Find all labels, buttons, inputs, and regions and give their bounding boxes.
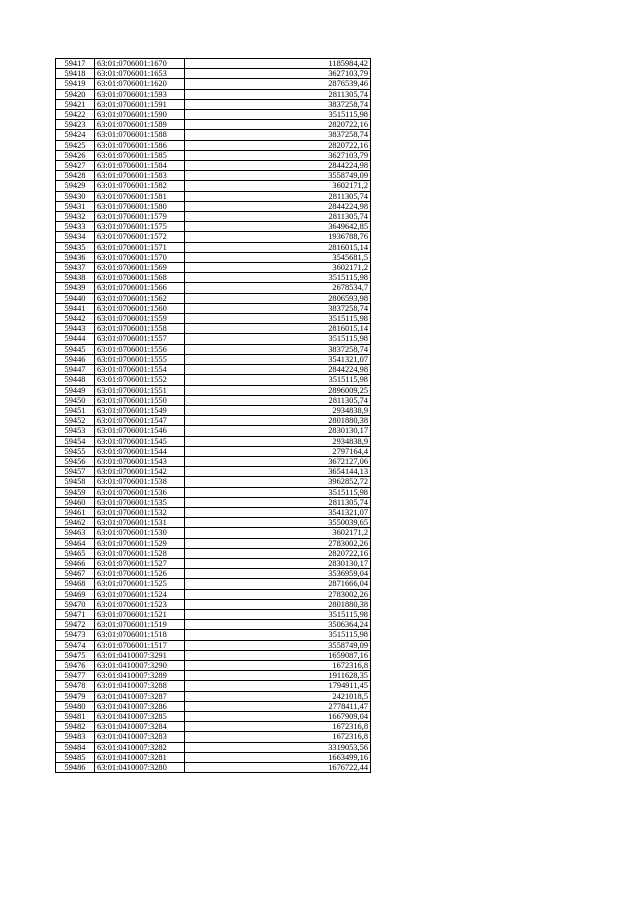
- row-number-cell: 59482: [56, 722, 95, 732]
- value-cell: 2783002,26: [185, 538, 371, 548]
- cadastral-number-cell: 63:01:0706001:1549: [95, 405, 185, 415]
- value-cell: 2806593,98: [185, 293, 371, 303]
- cadastral-number-cell: 63:01:0706001:1568: [95, 273, 185, 283]
- row-number-cell: 59450: [56, 395, 95, 405]
- cadastral-number-cell: 63:01:0410007:3283: [95, 732, 185, 742]
- table-row: [56, 385, 371, 395]
- cadastral-number-cell: 63:01:0706001:1529: [95, 538, 185, 548]
- table-row: [56, 660, 371, 670]
- cadastral-number-cell: 63:01:0706001:1580: [95, 201, 185, 211]
- cadastral-number-cell: 63:01:0706001:1570: [95, 252, 185, 262]
- row-number-cell: 59475: [56, 650, 95, 660]
- table-row: [56, 314, 371, 324]
- cadastral-number-cell: 63:01:0410007:3281: [95, 752, 185, 762]
- table-row: [56, 569, 371, 579]
- row-number-cell: 59460: [56, 497, 95, 507]
- table-row: [56, 201, 371, 211]
- cadastral-number-cell: 63:01:0706001:1585: [95, 150, 185, 160]
- table-row: [56, 589, 371, 599]
- value-cell: 2820722,16: [185, 548, 371, 558]
- cadastral-number-cell: 63:01:0706001:1524: [95, 589, 185, 599]
- value-cell: 1672316,8: [185, 732, 371, 742]
- table-row: [56, 671, 371, 681]
- row-number-cell: 59476: [56, 660, 95, 670]
- cadastral-number-cell: 63:01:0706001:1538: [95, 477, 185, 487]
- table-row: [56, 375, 371, 385]
- table-row: [56, 283, 371, 293]
- cadastral-number-cell: 63:01:0410007:3286: [95, 701, 185, 711]
- table-row: [56, 324, 371, 334]
- table-row: [56, 303, 371, 313]
- value-cell: 1672316,8: [185, 722, 371, 732]
- cadastral-number-cell: 63:01:0706001:1551: [95, 385, 185, 395]
- cadastral-number-cell: 63:01:0706001:1562: [95, 293, 185, 303]
- cadastral-number-cell: 63:01:0706001:1517: [95, 640, 185, 650]
- row-number-cell: 59454: [56, 436, 95, 446]
- row-number-cell: 59462: [56, 518, 95, 528]
- value-cell: 3602171,2: [185, 528, 371, 538]
- table-row: [56, 191, 371, 201]
- table-row: [56, 110, 371, 120]
- value-cell: 1659087,16: [185, 650, 371, 660]
- table-row: [56, 140, 371, 150]
- cadastral-number-cell: 63:01:0706001:1535: [95, 497, 185, 507]
- row-number-cell: 59468: [56, 579, 95, 589]
- cadastral-number-cell: 63:01:0706001:1653: [95, 69, 185, 79]
- cadastral-number-cell: 63:01:0706001:1586: [95, 140, 185, 150]
- table-row: [56, 456, 371, 466]
- value-cell: 3515115,98: [185, 110, 371, 120]
- value-cell: 2844224,98: [185, 201, 371, 211]
- value-cell: 2934838,9: [185, 436, 371, 446]
- cadastral-number-cell: 63:01:0706001:1543: [95, 456, 185, 466]
- cadastral-number-cell: 63:01:0706001:1527: [95, 558, 185, 568]
- table-row: [56, 263, 371, 273]
- row-number-cell: 59437: [56, 263, 95, 273]
- table-row: [56, 722, 371, 732]
- table-row: [56, 701, 371, 711]
- row-number-cell: 59461: [56, 507, 95, 517]
- value-cell: 2830130,17: [185, 426, 371, 436]
- row-number-cell: 59456: [56, 456, 95, 466]
- row-number-cell: 59430: [56, 191, 95, 201]
- row-number-cell: 59457: [56, 467, 95, 477]
- table-row: [56, 579, 371, 589]
- value-cell: 1936788,76: [185, 232, 371, 242]
- table-row: [56, 507, 371, 517]
- row-number-cell: 59459: [56, 487, 95, 497]
- cadastral-number-cell: 63:01:0410007:3289: [95, 671, 185, 681]
- value-cell: 3541321,07: [185, 507, 371, 517]
- table-row: [56, 467, 371, 477]
- cadastral-number-cell: 63:01:0706001:1556: [95, 344, 185, 354]
- cadastral-number-cell: 63:01:0706001:1547: [95, 416, 185, 426]
- table-row: [56, 120, 371, 130]
- table-row: [56, 712, 371, 722]
- row-number-cell: 59426: [56, 150, 95, 160]
- value-cell: 3558749,09: [185, 640, 371, 650]
- value-cell: 3627103,79: [185, 150, 371, 160]
- row-number-cell: 59432: [56, 212, 95, 222]
- cadastral-number-cell: 63:01:0706001:1555: [95, 354, 185, 364]
- row-number-cell: 59429: [56, 181, 95, 191]
- value-cell: 1185984,42: [185, 59, 371, 69]
- table-row: [56, 742, 371, 752]
- cadastral-number-cell: 63:01:0410007:3284: [95, 722, 185, 732]
- table-row: [56, 620, 371, 630]
- row-number-cell: 59439: [56, 283, 95, 293]
- value-cell: 2811305,74: [185, 191, 371, 201]
- value-cell: 3672127,06: [185, 456, 371, 466]
- cadastral-number-cell: 63:01:0410007:3280: [95, 763, 185, 773]
- cadastral-number-cell: 63:01:0706001:1571: [95, 242, 185, 252]
- table-row: [56, 497, 371, 507]
- cadastral-number-cell: 63:01:0706001:1518: [95, 630, 185, 640]
- row-number-cell: 59484: [56, 742, 95, 752]
- table-row: [56, 681, 371, 691]
- data-table: [55, 58, 371, 773]
- row-number-cell: 59417: [56, 59, 95, 69]
- row-number-cell: 59463: [56, 528, 95, 538]
- row-number-cell: 59458: [56, 477, 95, 487]
- value-cell: 3649642,85: [185, 222, 371, 232]
- row-number-cell: 59445: [56, 344, 95, 354]
- value-cell: 1667909,04: [185, 712, 371, 722]
- row-number-cell: 59419: [56, 79, 95, 89]
- row-number-cell: 59452: [56, 416, 95, 426]
- cadastral-number-cell: 63:01:0706001:1530: [95, 528, 185, 538]
- value-cell: 2811305,74: [185, 89, 371, 99]
- table-row: [56, 752, 371, 762]
- cadastral-number-cell: 63:01:0706001:1545: [95, 436, 185, 446]
- row-number-cell: 59472: [56, 620, 95, 630]
- row-number-cell: 59425: [56, 140, 95, 150]
- cadastral-number-cell: 63:01:0706001:1620: [95, 79, 185, 89]
- cadastral-number-cell: 63:01:0706001:1546: [95, 426, 185, 436]
- value-cell: 3515115,98: [185, 609, 371, 619]
- table-row: [56, 59, 371, 69]
- value-cell: 3558749,09: [185, 171, 371, 181]
- table-row: [56, 630, 371, 640]
- cadastral-number-cell: 63:01:0706001:1588: [95, 130, 185, 140]
- value-cell: 3536959,04: [185, 569, 371, 579]
- table-row: [56, 130, 371, 140]
- cadastral-number-cell: 63:01:0706001:1569: [95, 263, 185, 273]
- value-cell: 1676722,44: [185, 763, 371, 773]
- value-cell: 2871666,04: [185, 579, 371, 589]
- table-row: [56, 538, 371, 548]
- value-cell: 2934838,9: [185, 405, 371, 415]
- row-number-cell: 59478: [56, 681, 95, 691]
- table-row: [56, 334, 371, 344]
- row-number-cell: 59435: [56, 242, 95, 252]
- table-row: [56, 477, 371, 487]
- value-cell: 3837258,74: [185, 99, 371, 109]
- value-cell: 1911628,35: [185, 671, 371, 681]
- cadastral-number-cell: 63:01:0706001:1559: [95, 314, 185, 324]
- cadastral-number-cell: 63:01:0706001:1550: [95, 395, 185, 405]
- table-row: [56, 416, 371, 426]
- cadastral-number-cell: 63:01:0410007:3291: [95, 650, 185, 660]
- table-row: [56, 436, 371, 446]
- table-row: [56, 273, 371, 283]
- table-row: [56, 763, 371, 773]
- row-number-cell: 59451: [56, 405, 95, 415]
- row-number-cell: 59442: [56, 314, 95, 324]
- value-cell: 3541321,07: [185, 354, 371, 364]
- table-row: [56, 212, 371, 222]
- value-cell: 2421018,5: [185, 691, 371, 701]
- value-cell: 3654144,13: [185, 467, 371, 477]
- table-row: [56, 150, 371, 160]
- table-row: [56, 365, 371, 375]
- value-cell: 3962852,72: [185, 477, 371, 487]
- row-number-cell: 59453: [56, 426, 95, 436]
- row-number-cell: 59483: [56, 732, 95, 742]
- cadastral-number-cell: 63:01:0410007:3282: [95, 742, 185, 752]
- table-row: [56, 446, 371, 456]
- value-cell: 3515115,98: [185, 375, 371, 385]
- cadastral-number-cell: 63:01:0410007:3285: [95, 712, 185, 722]
- row-number-cell: 59469: [56, 589, 95, 599]
- row-number-cell: 59466: [56, 558, 95, 568]
- cadastral-number-cell: 63:01:0706001:1590: [95, 110, 185, 120]
- value-cell: 2896009,25: [185, 385, 371, 395]
- value-cell: 3837258,74: [185, 344, 371, 354]
- row-number-cell: 59443: [56, 324, 95, 334]
- value-cell: 2844224,98: [185, 365, 371, 375]
- table-row: [56, 242, 371, 252]
- cadastral-number-cell: 63:01:0410007:3288: [95, 681, 185, 691]
- cadastral-number-cell: 63:01:0706001:1526: [95, 569, 185, 579]
- table-body: [56, 59, 371, 773]
- value-cell: 2844224,98: [185, 161, 371, 171]
- row-number-cell: 59422: [56, 110, 95, 120]
- row-number-cell: 59438: [56, 273, 95, 283]
- row-number-cell: 59436: [56, 252, 95, 262]
- row-number-cell: 59471: [56, 609, 95, 619]
- row-number-cell: 59485: [56, 752, 95, 762]
- row-number-cell: 59420: [56, 89, 95, 99]
- cadastral-number-cell: 63:01:0706001:1542: [95, 467, 185, 477]
- row-number-cell: 59447: [56, 365, 95, 375]
- value-cell: 3550039,65: [185, 518, 371, 528]
- table-row: [56, 528, 371, 538]
- value-cell: 2811305,74: [185, 497, 371, 507]
- table-row: [56, 487, 371, 497]
- value-cell: 2811305,74: [185, 212, 371, 222]
- value-cell: 3602171,2: [185, 181, 371, 191]
- table-row: [56, 426, 371, 436]
- cadastral-number-cell: 63:01:0706001:1589: [95, 120, 185, 130]
- value-cell: 3515115,98: [185, 273, 371, 283]
- table-row: [56, 161, 371, 171]
- cadastral-number-cell: 63:01:0706001:1528: [95, 548, 185, 558]
- cadastral-number-cell: 63:01:0706001:1552: [95, 375, 185, 385]
- table-row: [56, 599, 371, 609]
- row-number-cell: 59486: [56, 763, 95, 773]
- value-cell: 2820722,16: [185, 120, 371, 130]
- cadastral-number-cell: 63:01:0706001:1519: [95, 620, 185, 630]
- cadastral-number-cell: 63:01:0706001:1531: [95, 518, 185, 528]
- table-row: [56, 732, 371, 742]
- table-row: [56, 252, 371, 262]
- row-number-cell: 59455: [56, 446, 95, 456]
- value-cell: 3545681,5: [185, 252, 371, 262]
- value-cell: 3515115,98: [185, 630, 371, 640]
- table-row: [56, 79, 371, 89]
- cadastral-number-cell: 63:01:0706001:1591: [95, 99, 185, 109]
- value-cell: 3515115,98: [185, 314, 371, 324]
- row-number-cell: 59481: [56, 712, 95, 722]
- cadastral-number-cell: 63:01:0706001:1584: [95, 161, 185, 171]
- value-cell: 3319053,56: [185, 742, 371, 752]
- cadastral-number-cell: 63:01:0706001:1525: [95, 579, 185, 589]
- row-number-cell: 59464: [56, 538, 95, 548]
- table-row: [56, 99, 371, 109]
- value-cell: 2778411,47: [185, 701, 371, 711]
- cadastral-number-cell: 63:01:0706001:1582: [95, 181, 185, 191]
- table-row: [56, 609, 371, 619]
- row-number-cell: 59434: [56, 232, 95, 242]
- cadastral-number-cell: 63:01:0706001:1557: [95, 334, 185, 344]
- row-number-cell: 59423: [56, 120, 95, 130]
- cadastral-number-cell: 63:01:0706001:1579: [95, 212, 185, 222]
- table-row: [56, 171, 371, 181]
- table-row: [56, 344, 371, 354]
- table-row: [56, 69, 371, 79]
- cadastral-number-cell: 63:01:0706001:1575: [95, 222, 185, 232]
- row-number-cell: 59480: [56, 701, 95, 711]
- value-cell: 3837258,74: [185, 130, 371, 140]
- table-row: [56, 354, 371, 364]
- row-number-cell: 59433: [56, 222, 95, 232]
- cadastral-number-cell: 63:01:0706001:1593: [95, 89, 185, 99]
- cadastral-number-cell: 63:01:0706001:1572: [95, 232, 185, 242]
- value-cell: 3602171,2: [185, 263, 371, 273]
- cadastral-number-cell: 63:01:0706001:1544: [95, 446, 185, 456]
- table-row: [56, 650, 371, 660]
- cadastral-number-cell: 63:01:0706001:1560: [95, 303, 185, 313]
- value-cell: 1672316,8: [185, 660, 371, 670]
- row-number-cell: 59441: [56, 303, 95, 313]
- row-number-cell: 59444: [56, 334, 95, 344]
- row-number-cell: 59428: [56, 171, 95, 181]
- row-number-cell: 59477: [56, 671, 95, 681]
- row-number-cell: 59467: [56, 569, 95, 579]
- value-cell: 2830130,17: [185, 558, 371, 568]
- table-row: [56, 558, 371, 568]
- row-number-cell: 59446: [56, 354, 95, 364]
- value-cell: 3515115,98: [185, 334, 371, 344]
- value-cell: 2783002,26: [185, 589, 371, 599]
- cadastral-number-cell: 63:01:0706001:1532: [95, 507, 185, 517]
- cadastral-number-cell: 63:01:0706001:1536: [95, 487, 185, 497]
- row-number-cell: 59470: [56, 599, 95, 609]
- value-cell: 2876539,46: [185, 79, 371, 89]
- value-cell: 2820722,16: [185, 140, 371, 150]
- value-cell: 2801880,38: [185, 416, 371, 426]
- cadastral-number-cell: 63:01:0706001:1554: [95, 365, 185, 375]
- row-number-cell: 59449: [56, 385, 95, 395]
- table-row: [56, 395, 371, 405]
- value-cell: 2797164,4: [185, 446, 371, 456]
- value-cell: 3515115,98: [185, 487, 371, 497]
- cadastral-number-cell: 63:01:0410007:3290: [95, 660, 185, 670]
- table-row: [56, 405, 371, 415]
- value-cell: 1663499,16: [185, 752, 371, 762]
- cadastral-number-cell: 63:01:0410007:3287: [95, 691, 185, 701]
- value-cell: 3627103,79: [185, 69, 371, 79]
- cadastral-number-cell: 63:01:0706001:1581: [95, 191, 185, 201]
- cadastral-number-cell: 63:01:0706001:1670: [95, 59, 185, 69]
- row-number-cell: 59474: [56, 640, 95, 650]
- row-number-cell: 59448: [56, 375, 95, 385]
- value-cell: 1794911,45: [185, 681, 371, 691]
- table-row: [56, 89, 371, 99]
- cadastral-number-cell: 63:01:0706001:1523: [95, 599, 185, 609]
- value-cell: 2816015,14: [185, 324, 371, 334]
- row-number-cell: 59421: [56, 99, 95, 109]
- value-cell: 2801880,38: [185, 599, 371, 609]
- cadastral-number-cell: 63:01:0706001:1566: [95, 283, 185, 293]
- value-cell: 2678534,7: [185, 283, 371, 293]
- table-row: [56, 293, 371, 303]
- table-row: [56, 518, 371, 528]
- row-number-cell: 59440: [56, 293, 95, 303]
- table-row: [56, 181, 371, 191]
- row-number-cell: 59465: [56, 548, 95, 558]
- table-row: [56, 548, 371, 558]
- value-cell: 3506364,24: [185, 620, 371, 630]
- row-number-cell: 59431: [56, 201, 95, 211]
- table-row: [56, 232, 371, 242]
- row-number-cell: 59479: [56, 691, 95, 701]
- cadastral-number-cell: 63:01:0706001:1583: [95, 171, 185, 181]
- cadastral-number-cell: 63:01:0706001:1558: [95, 324, 185, 334]
- row-number-cell: 59473: [56, 630, 95, 640]
- cadastral-number-cell: 63:01:0706001:1521: [95, 609, 185, 619]
- value-cell: 2811305,74: [185, 395, 371, 405]
- value-cell: 2816015,14: [185, 242, 371, 252]
- row-number-cell: 59427: [56, 161, 95, 171]
- row-number-cell: 59424: [56, 130, 95, 140]
- row-number-cell: 59418: [56, 69, 95, 79]
- table-row: [56, 640, 371, 650]
- table-row: [56, 691, 371, 701]
- value-cell: 3837258,74: [185, 303, 371, 313]
- table-row: [56, 222, 371, 232]
